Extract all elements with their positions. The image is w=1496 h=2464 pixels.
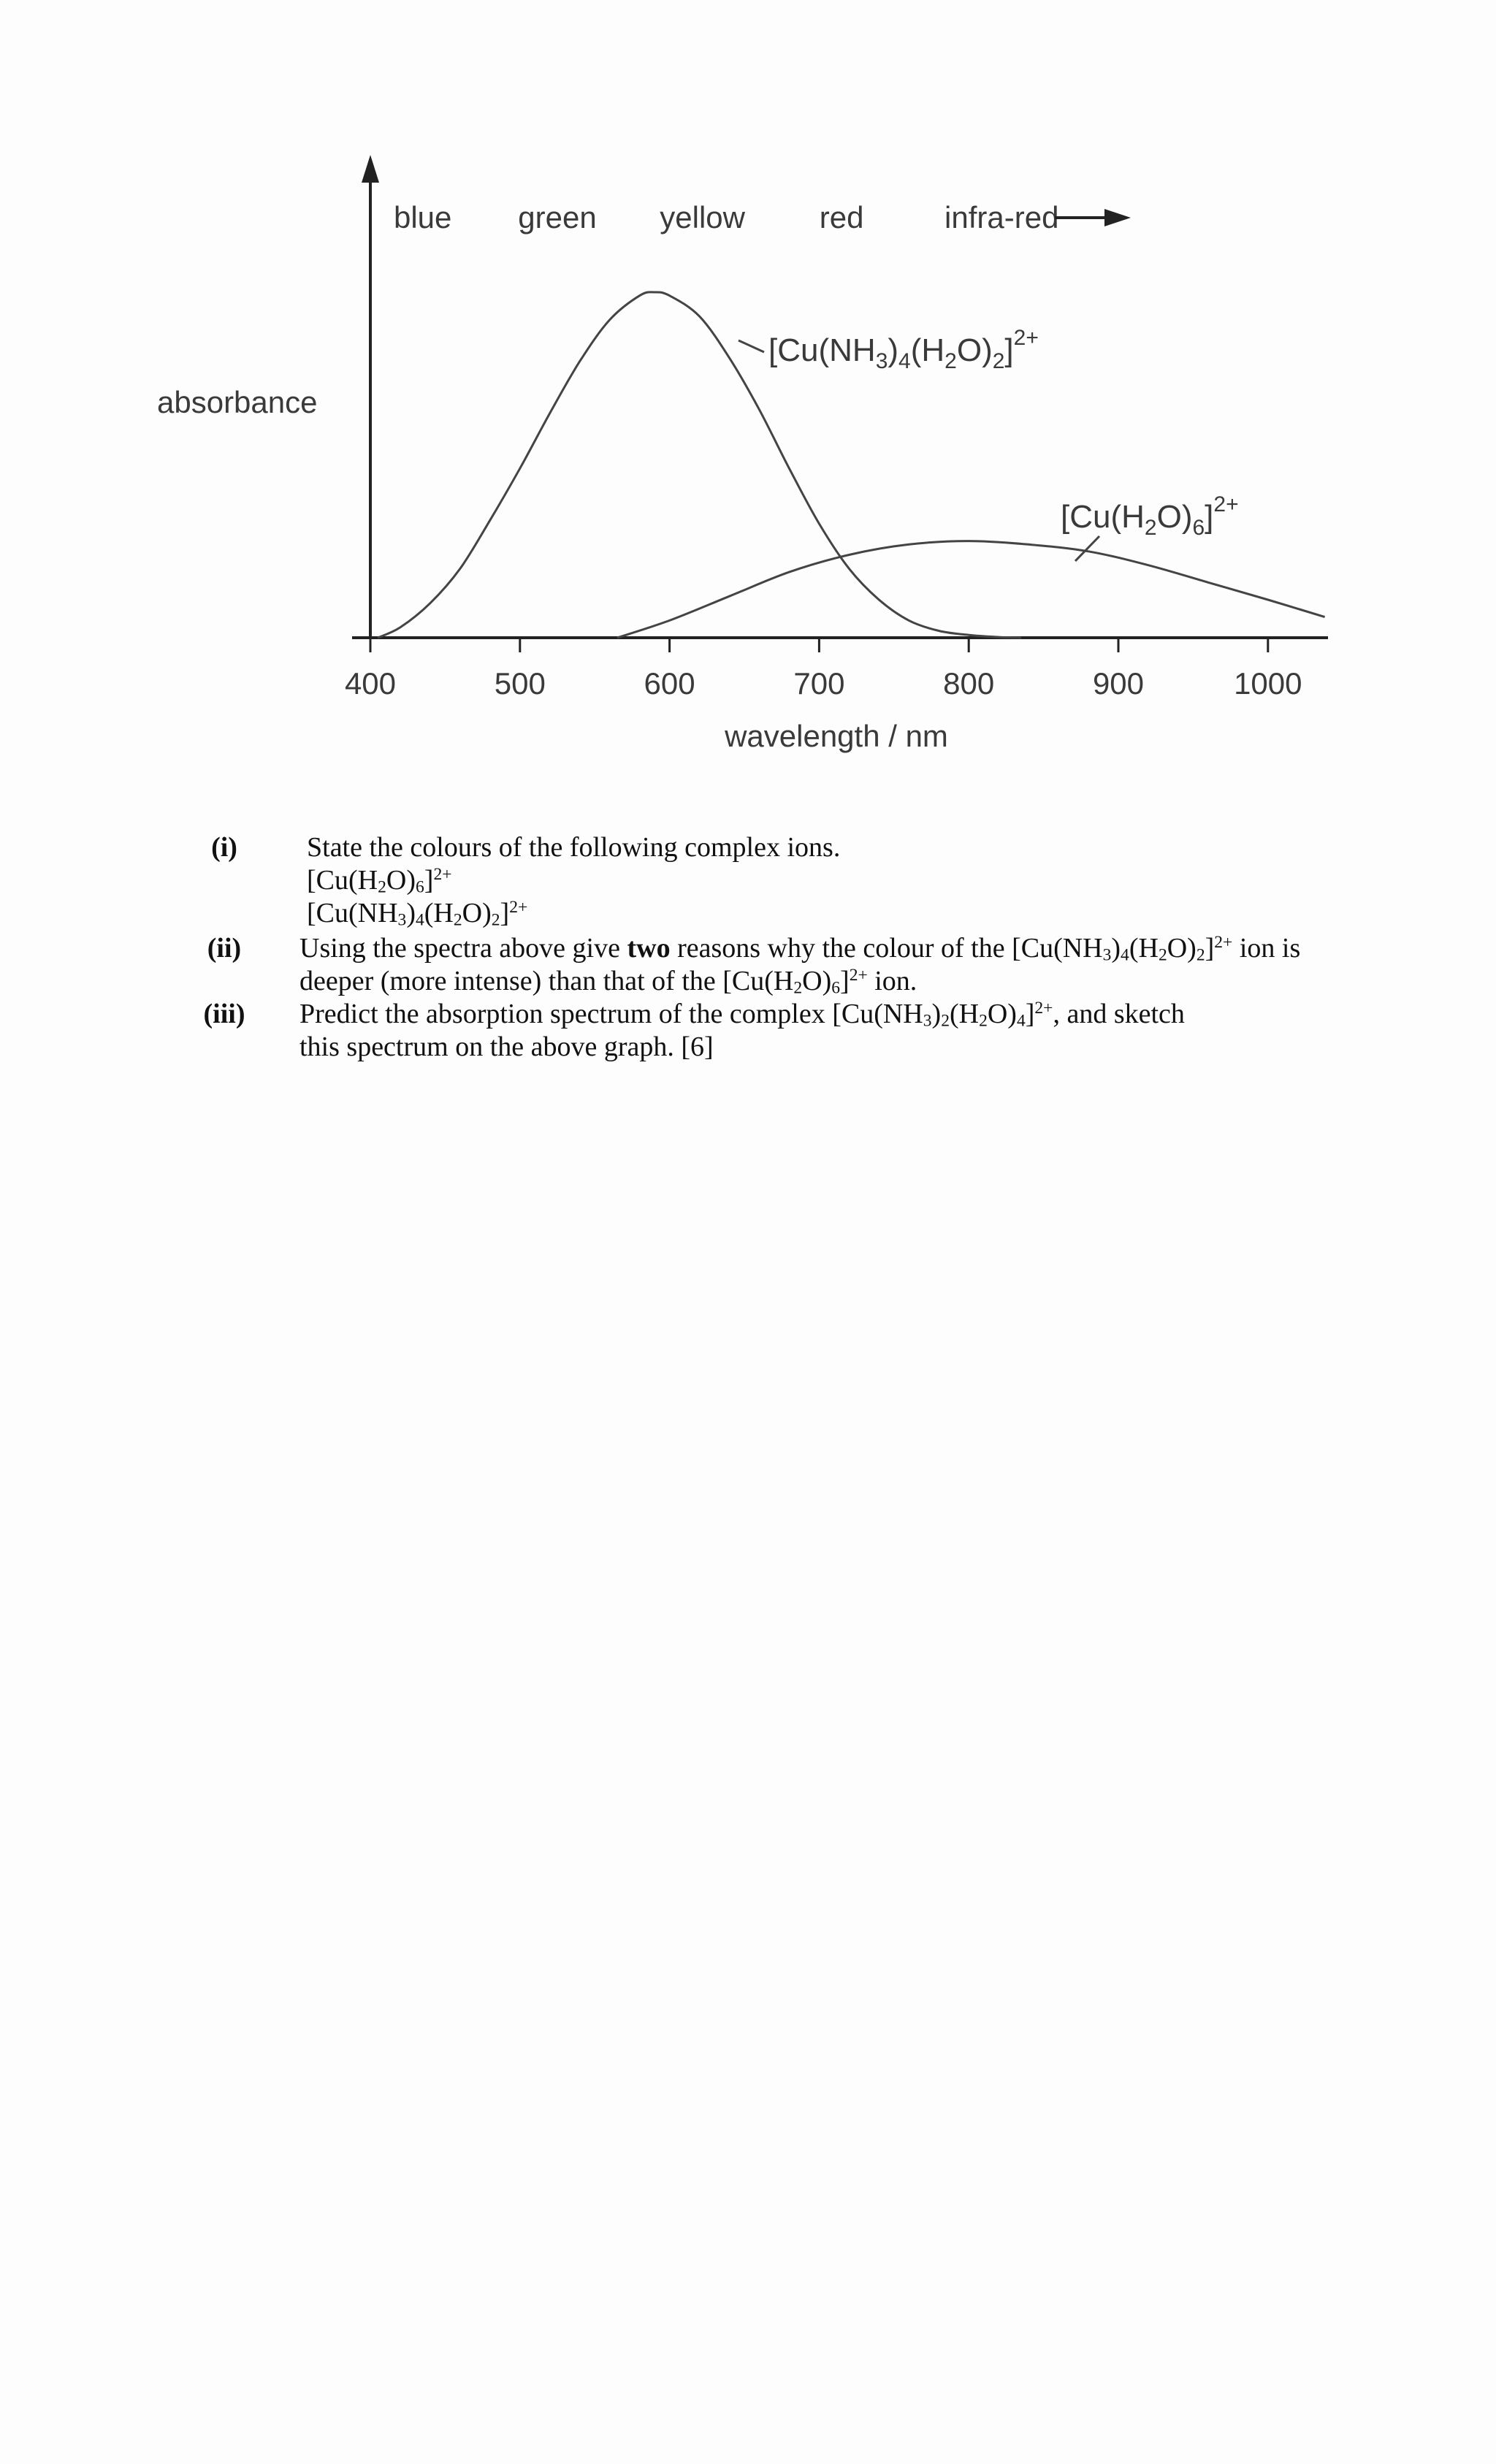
region-label-infra-red: infra-red — [944, 200, 1059, 234]
x-tick-label: 500 — [494, 666, 546, 701]
series-line-cu-h2o — [617, 541, 1325, 638]
infra-red-arrow-head — [1104, 209, 1131, 226]
region-label-red: red — [819, 200, 864, 234]
question-text-line: Predict the absorption spectrum of the complex $[Cu(NH_3)_2(H_2O)_4]^{2+}$, and sketch — [299, 999, 1185, 1031]
question-number: (iii) — [203, 999, 245, 1029]
series-label-cu-nh3: $[Cu(NH_3)_4(H_2O)_2]^{2+}$ — [768, 326, 1039, 373]
x-tick-label: 600 — [644, 666, 695, 701]
leader-line-cu-h2o — [1075, 536, 1099, 561]
region-label-blue: blue — [393, 200, 452, 234]
x-tick-label: 400 — [344, 666, 397, 701]
spectrum-region-labels — [394, 200, 1058, 234]
leader-line-cu-nh3 — [739, 340, 764, 352]
region-label-green: green — [518, 200, 597, 234]
y-axis-arrow — [362, 155, 379, 183]
x-tick-labels — [345, 666, 1302, 701]
x-tick-label: 800 — [943, 666, 995, 701]
question-number: (ii) — [207, 933, 242, 964]
x-tick-label: 700 — [793, 666, 845, 701]
question-text-line: $[Cu(NH_3)_4(H_2O)_2]^{2+}$ — [307, 898, 528, 930]
question-text-line: this spectrum on the above graph. [6] — [299, 1031, 714, 1062]
x-ticks — [370, 638, 1268, 652]
question-text-line: Using the spectra above give two reasons why the colour of the $[Cu(NH_3)_4(H_2O)_2]^{2+}$ ion is — [299, 933, 1301, 965]
series-label-cu-h2o: $[Cu(H_2O)_6]^{2+}$ — [1061, 492, 1239, 540]
x-tick-label: 1000 — [1234, 666, 1302, 701]
question-text-line: $[Cu(H_2O)_6]^{2+}$ — [307, 865, 452, 897]
question-number: (i) — [211, 832, 237, 863]
x-tick-label: 900 — [1092, 666, 1145, 701]
region-label-yellow: yellow — [660, 200, 746, 234]
y-axis-label: absorbance — [157, 385, 318, 419]
absorbance-chart — [0, 0, 1496, 818]
x-axis-label: wavelength / nm — [725, 719, 948, 753]
question-text-line: deeper (more intense) than that of the $[Cu(H_2O)_6]^{2+}$ ion. — [299, 966, 917, 998]
question-text-line: State the colours of the following complex ions. — [307, 832, 841, 863]
